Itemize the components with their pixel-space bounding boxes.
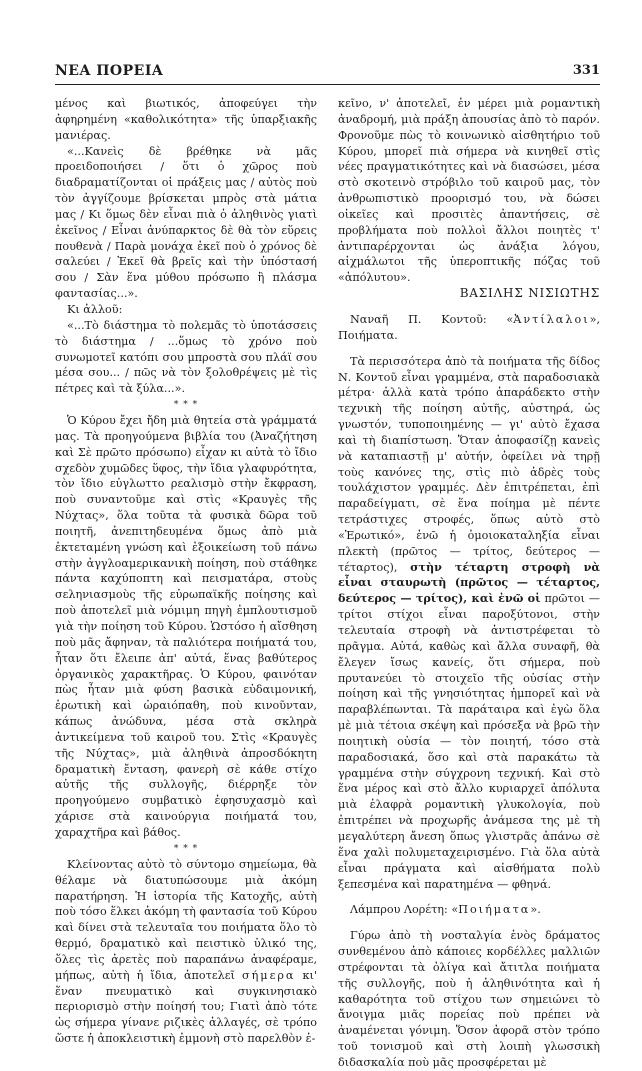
paragraph <box>55 857 317 1047</box>
spacer <box>338 302 600 312</box>
paragraph: κεῖνο, ν' ἀποτελεῖ, ἐν μέρει μιὰ ρομαντικὴ ἀναδρομή, μιὰ πράξη ἀπουσίας ἀπὸ τὸ παρόν. Φρονοῦμε πὼς τὸ κοινωνικὸ αἰσθητήριο τοῦ Κύρου, μπορεῖ πιὰ σήμερα νὰ κινηθεῖ στὶς νέες πραγματικότητες καὶ νὰ διασώσει, μέσα στὸ σκοτεινὸ στρόβιλο τοῦ καιροῦ μας, τὸν ἀνθρωπιστικὸ προορισμό του, νὰ δώσει οἰκεῖες καὶ προσιτὲς ἀπαντήσεις, σὲ προβλήματα ποὺ πολλοὶ ἄλλοι ποιητὲς τ' ἀντιπαρέρχονται ὡς ἀνάξια λόγου, αἰχμάλωτοι τῆς ὑπεροπτικῆς πόζας τοῦ «ἀπόλυτου». <box>338 97 600 285</box>
spacer <box>338 892 600 902</box>
paragraph: μένος καὶ βιωτικός, ἀποφεύγει τὴν ἀφηρημένη «καθολικότητα» τῆς ὑπαρξιακῆς μανιέρας. <box>55 97 317 142</box>
poem-quote: «...Κανεὶς δὲ βρέθηκε νὰ μᾶς προειδοποιήσει / ὅτι ὁ χῶρος ποὺ διαδραματίζονται οἱ πράξεις μας / αὐτὸς ποὺ τὸν ἀγγίζουμε βρίσκεται μπρὸς στὰ μάτια μας / Κι ὅμως δὲν εἶναι πιὰ ὁ ἀληθινὸς γιατὶ ἐκεῖνος / Εἶναι ἀνύπαρκτος δὲ θὰ τὸν εὕρεις πουθενὰ / Παρὰ μονάχα ἐκεῖ ποὺ ὁ χρόνος δὲ σαλεύει / Ἐκεῖ θὰ βρεῖς καὶ τὴν ὑπόστασή σου / Σὰν ἕνα μύθου πρόσωπο ἢ πλάσμα φαντασίας...». <box>55 144 317 301</box>
emphasized-word: σήμερα <box>241 968 296 982</box>
emphasized-text: στὴν τέταρτη στροφὴ νὰ εἶναι σταυρωτὴ (πρῶτος — τέταρτος, δεύτερος — τρίτος), καὶ ἐνῶ οἱ <box>338 559 600 606</box>
reference-author: Ναναῆ Π. Κοντοῦ: « <box>350 312 514 326</box>
spacer <box>338 918 600 928</box>
reference-title: Ποιήματα <box>458 903 531 917</box>
header-rule <box>55 84 600 85</box>
book-reference <box>338 312 600 344</box>
author-signature: ΒΑΣΙΛΗΣ ΝΙΣΙΩΤΗΣ <box>459 286 600 301</box>
reference-end: ». <box>530 903 541 917</box>
right-column <box>338 96 600 1071</box>
paragraph-text: Κλείνοντας αὐτὸ τὸ σύντομο σημείωμα, θὰ θέλαμε νὰ διατυπώσουμε μιὰ ἀκόμη παρατήρηση. Ἡ ἱστορία τῆς Κατοχῆς, αὐτὴ ποὺ τόσο ἕλκει ἀκόμη τὴ φαντασία τοῦ Κύρου καὶ δίνει στὰ τελευταῖα του ποιήματα ὅλο τὸ θερμό, δραματικὸ καὶ πειστικὸ ὑλικό της, ὅλες τὶς ἀρετὲς ποὺ παραπάνω ἀναφέραμε, μήπως, αὐτὴ ἡ ἴδια, ἀποτελεῖ <box>55 857 318 982</box>
paragraph-text: κι' ἕναν πνευματικὸ καὶ συγκινησιακὸ περιορισμὸ στὴν ποίησή του; Γιατὶ ἀπὸ τότε ὡς σήμερα γίνανε ριζικὲς ἀλλαγές, σὲ τρόπο ὥστε ἡ ἀποκλειστικὴ ἐμμονὴ στὸ παρελθὸν ἐ- <box>55 968 317 1046</box>
section-divider: * * * <box>173 400 199 411</box>
spacer <box>338 344 600 354</box>
page-number: 331 <box>572 63 600 78</box>
section-divider: * * * <box>173 843 199 854</box>
paragraph: Ὁ Κύρου ἔχει ἤδη μιὰ θητεία στὰ γράμματά μας. Τὰ προηγούμενα βιβλία του (Ἀναζήτηση καὶ Σὲ πρῶτο πρόσωπο) εἶχαν κι αὐτὰ τὸ ἴδιο σχεδὸν χυμῶδες ὕφος, τὴν ἴδια γλαφυρότητα, τὸν ἴδιο εὐγλωττο ρεαλισμὸ στὴν ἔκφραση, ποὺ συναντοῦμε καὶ στὶς «Κραυγὲς τῆς Νύχτας», ὅλα τοῦτα τὰ φυσικὰ δῶρα τοῦ ποιητῆ, ἀνεπιτηδευμένα ὅμως ἀπὸ μιὰ ἐκτεταμένη γνώση καὶ ἐξοικείωση τοῦ πάνω στὴν ἀγγλοαμερικανικὴ ποίηση, ποὺ στάθηκε πάντα καχύποπτη καὶ πεισματάρα, στοὺς σεληνιασμοὺς τῆς εὐρωπαϊκῆς ποίησης καὶ ποὺ ἀποτελεῖ μιὰ νόμιμη πηγὴ ἐμπλουτισμοῦ γιὰ τὴν ποίηση τοῦ Κύρου. Ὡστόσο ἡ αἴσθηση ποὺ μᾶς ἄφηναν, τὰ παλιότερα ποιήματά του, ἦταν ὅτι ἔλειπε ἀπ' αὐτά, ἕνας βαθύτερος ὀργανικὸς χαρακτῆρας. Ὁ Κύρου, φαινόταν πὼς ἦταν μιὰ φύση βασικὰ εὐδαιμονική, ἐρωτικὴ καὶ ὡραιόπαθη, ποὺ κινοῦνταν, κάπως ἀνώδυνα, μέσα στὰ σκληρὰ ἀντικείμενα τοῦ καιροῦ του. Στὶς «Κραυγὲς τῆς Νύχτας», μιὰ ἀληθινὰ ἀπροσδόκητη δραματικὴ ἔνταση, φανερὴ σὲ κάθε στίχο αὐτῆς τῆς συλλογῆς, διέρρηξε τὸν προηγούμενο συμβατικὸ ἐφησυχασμὸ καὶ χάρισε στὰ καινούργια ποιήματά του, χαραχτῆρα καὶ βάθος. <box>55 414 317 839</box>
paragraph-text: πρῶτοι — τρίτοι στίχοι εἶναι παροξύτονοι, στὴν τελευταία στροφὴ νὰ ἀντιστρέφεται τὸ πρᾶγμα. Αὐτά, καθὼς καὶ ἄλλα συναφῆ, θὰ ἔλεγεν ἴσως κανείς, ὅτι σήμερα, ποὺ πρυτανεύει τὸ στοιχεῖο τῆς οὐσίας στὴν ποίηση καὶ τῆς γνησιότητας ἠμπορεῖ καὶ νὰ παραβλέπωνται. Τὰ παράταιρα καὶ ἐγὼ ὅλα μὲ μιὰ τέτοια σκέψη καὶ πρόσεξα νὰ βρῶ τὴν ποιητικὴ οὐσία — τὸν ποιητή, τόσο στὰ παραδοσιακά, ὅσο καὶ στὰ παρακάτω τὰ γραμμένα στὴν σύγχρονη τεχνική. Καὶ στὸ ἕνα μέρος καὶ στὸ ἄλλο κυριαρχεῖ ἀπόλυτα μιὰ ἐλαφρὰ ρομαντικὴ γλυκολογία, ποὺ ἐπιτρέπει νὰ προχωρῆς ἀνάμεσα της μὲ τὴ μεγαλύτερη ἄνεση ὅπως γλιστρᾶς ἀπάνω σὲ ἕνα χαλὶ πολυμεταχειρισμένο. Γιὰ ὅλα αὐτὰ εἶναι πράγματα καὶ αἰσθήματα πολὺ ξεπεσμένα καὶ παρατημένα — φθηνά. <box>338 592 600 891</box>
paragraph: Κι ἀλλοῦ: <box>67 302 123 316</box>
paragraph <box>338 354 600 893</box>
left-column <box>55 96 317 1047</box>
paragraph: Γύρω ἀπὸ τὴ νοσταλγία ἑνὸς δράματος συνθεμένου ἀπὸ κάποιες κορδέλλες μαλλιῶν στρέφονται τὰ ὀλίγα καὶ ἄτιτλα ποιήματα τῆς συλλογῆς, ποὺ ἡ ἀληθινότητα καὶ ἡ καθαρότητα τοῦ στίχου των σημειώνει τὸ ἄνοιγμα μιᾶς πορείας ποὺ πρέπει νὰ ἀναμένεται γόνιμη. Ὅσον ἀφορᾶ στὸν τρόπο τοῦ τονισμοῦ καὶ στὴ λοιπὴ γλωσσικὴ διδασκαλία ποὺ μᾶς προσφέρεται μὲ <box>338 929 600 1069</box>
reference-end: », Ποιήματα. <box>338 312 600 342</box>
paragraph-text: Τὰ περισσότερα ἀπὸ τὰ ποιήματα τῆς δίδος Ν. Κοντοῦ εἶναι γραμμένα, στὰ παραδοσιακὰ μέτρα· ἀλλὰ κατὰ τρόπο ἀπαράδεκτο στὴν τεχνικὴ τῆς ποίηση αὐτῆς, αὐστηρά, ὡς γνωστόν, τυποποιημένης — γι' αὐτὸ ἔχασα καὶ τὴ διαπίστωση. Ὅταν ἀποφασίζῃ κανεὶς νὰ καταπιαστῇ μ' αὐτήν, ὀφείλει νὰ τηρῇ τοὺς κανόνες της, στὶς πιὸ ἁδρὲς τοὺς τουλάχιστον γραμμές. Δὲν ἐπιτρέπεται, ἐπὶ παραδείγματι, σὲ ἕνα ποίημα μὲ πέντε τετράστιχες στροφές, ὅπως αὐτὸ στὸ «Ἐρωτικό», ἐνῶ ἡ ὁμοιοκαταληξία εἶναι πλεκτὴ (πρῶτος — τρίτος, δεύτερος — τέταρτος), <box>338 354 600 574</box>
reference-title: Ἀντίλαλοι <box>513 312 590 326</box>
journal-title: ΝΕΑ ΠΟΡΕΙΑ <box>55 63 164 79</box>
book-reference <box>338 902 600 918</box>
reference-author: Λάμπρου Λορέτη: « <box>350 903 459 917</box>
poem-quote: «...Τὸ διάστημα τὸ πολεμᾶς τὸ ὑποτάσσεις τὸ διάστημα / ...ὅμως τὸ χρόνο ποὺ συνωμοτεῖ κατόπι σου μπροστὰ σου πλάϊ σου μέσα σου... / πῶς νὰ τὸν ξολοθρέψεις μὲ τὶς πέτρες καὶ τὰ ξύλα...». <box>55 318 317 396</box>
running-header <box>55 63 600 83</box>
